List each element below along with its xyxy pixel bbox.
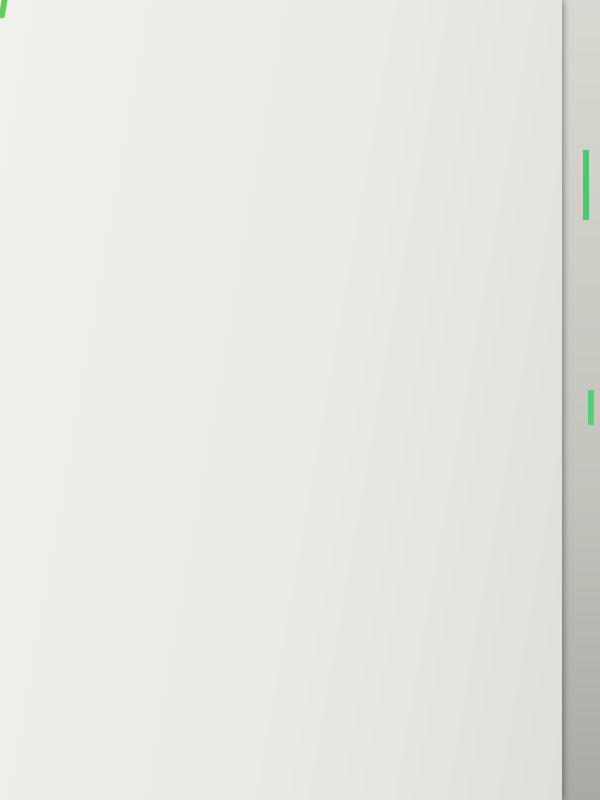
green-sticky-flag: [588, 390, 594, 425]
green-highlighter-mark: [0, 0, 8, 18]
green-sticky-flag: [583, 150, 589, 220]
